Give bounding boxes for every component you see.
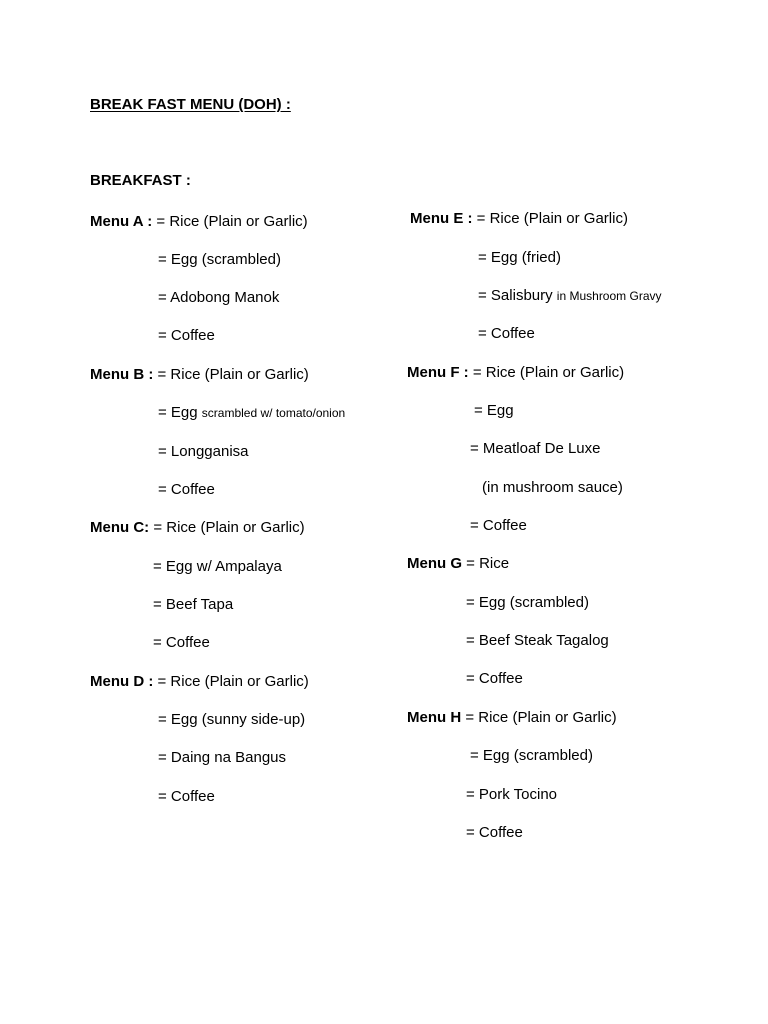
section-heading: BREAKFAST : <box>90 172 191 189</box>
menu-f-item: = Meatloaf De Luxe <box>470 440 601 457</box>
menu-c-row <box>90 519 305 537</box>
menu-c-item: = Rice (Plain or Garlic) <box>153 519 305 536</box>
menu-b-item-note: scrambled w/ tomato/onion <box>201 406 346 420</box>
menu-f-item: (in mushroom sauce) <box>482 479 623 496</box>
page-title: BREAK FAST MENU (DOH) : <box>90 96 291 113</box>
menu-a-item: = Rice (Plain or Garlic) <box>156 213 308 230</box>
menu-g-label: Menu G <box>407 555 462 572</box>
menu-f-item: = Rice (Plain or Garlic) <box>472 364 625 381</box>
menu-e-item: = Rice (Plain or Garlic) <box>476 210 628 227</box>
menu-e-row <box>410 210 628 228</box>
menu-g-item: = Coffee <box>466 670 523 687</box>
menu-b-row <box>158 404 345 422</box>
menu-a-row <box>90 213 308 231</box>
menu-e-item: = Coffee <box>478 325 535 342</box>
menu-c-item: = Beef Tapa <box>153 596 234 613</box>
menu-b-item: = Coffee <box>158 481 215 498</box>
menu-h-item: = Rice (Plain or Garlic) <box>465 709 617 726</box>
menu-h-row <box>407 709 617 727</box>
menu-a-item: = Adobong Manok <box>158 289 280 306</box>
menu-d-item: = Daing na Bangus <box>158 749 287 766</box>
menu-e-item: = Salisbury <box>478 287 553 304</box>
menu-a-label: Menu A : <box>90 213 153 230</box>
menu-e-row <box>478 287 662 305</box>
menu-h-item: = Pork Tocino <box>466 786 558 803</box>
menu-c-item: = Egg w/ Ampalaya <box>153 558 282 575</box>
menu-b-row <box>90 366 309 384</box>
menu-b-item: = Egg <box>158 404 198 421</box>
menu-a-item: = Coffee <box>158 327 215 344</box>
menu-f-label: Menu F : <box>407 364 469 381</box>
menu-e-label: Menu E : <box>410 210 473 227</box>
menu-f-item: = Egg <box>474 402 514 419</box>
menu-e-item-note: in Mushroom Gravy <box>556 289 662 303</box>
menu-f-row <box>407 364 624 382</box>
menu-g-item: = Rice <box>466 555 510 572</box>
menu-g-item: = Beef Steak Tagalog <box>466 632 609 649</box>
menu-d-item: = Rice (Plain or Garlic) <box>157 673 309 690</box>
menu-d-label: Menu D : <box>90 673 154 690</box>
menu-b-label: Menu B : <box>90 366 154 383</box>
menu-b-item: = Rice (Plain or Garlic) <box>157 366 309 383</box>
menu-h-label: Menu H <box>407 709 462 726</box>
menu-f-item: = Coffee <box>470 517 527 534</box>
menu-c-item: = Coffee <box>153 634 210 651</box>
menu-d-row <box>90 673 309 691</box>
menu-g-row <box>407 555 509 573</box>
menu-h-item: = Egg (scrambled) <box>470 747 593 764</box>
menu-b-item: = Longganisa <box>158 443 249 460</box>
menu-d-item: = Egg (sunny side-up) <box>158 711 306 728</box>
menu-g-item: = Egg (scrambled) <box>466 594 589 611</box>
menu-h-item: = Coffee <box>466 824 523 841</box>
menu-c-label: Menu C: <box>90 519 150 536</box>
menu-d-item: = Coffee <box>158 788 215 805</box>
menu-a-item: = Egg (scrambled) <box>158 251 281 268</box>
menu-e-item: = Egg (fried) <box>478 249 561 266</box>
